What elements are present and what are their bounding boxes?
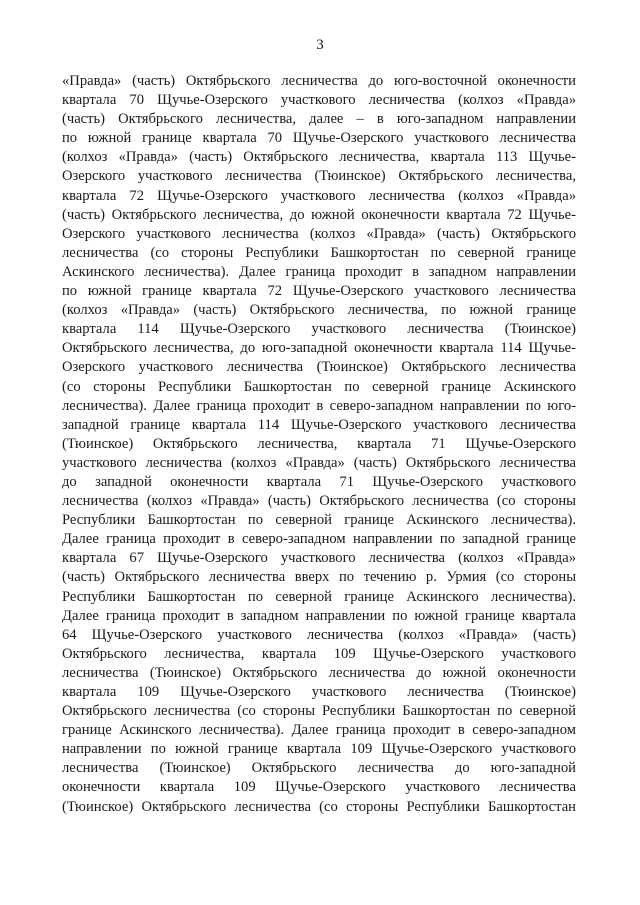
text-line: квартала 109 Щучье-Озерского участкового лесничества (Тюинское) (62, 684, 576, 700)
text-line: (Тюинское) Октябрьского лесничества (со стороны Республики Башкортостан (62, 798, 576, 815)
text-line: Аскинского лесничества). Далее граница проходит в западном направлении (62, 263, 576, 280)
body-text (62, 72, 576, 817)
text-line: (часть) Октябрьского лесничества вверх по течению р. Урмия (со стороны (62, 569, 576, 586)
text-line: Озерского участкового лесничества (Тюинское) Октябрьского лесничества, (62, 168, 576, 185)
text-line: Озерского участкового лесничества (колхоз «Правда» (часть) Октябрьского (62, 225, 576, 242)
text-line: Октябрьского лесничества, до юго-западной оконечности квартала 114 Щучье- (62, 340, 576, 357)
text-line: Республики Башкортостан по северной границе Аскинского лесничества). (62, 588, 576, 605)
text-line: Октябрьского лесничества, квартала 109 Щучье-Озерского участкового (62, 645, 576, 662)
text-line: до западной оконечности квартала 71 Щучье-Озерского участкового (62, 473, 576, 490)
text-line: участкового лесничества (колхоз «Правда» (часть) Октябрьского лесничества (62, 454, 576, 471)
text-line: по южной границе квартала 72 Щучье-Озерского участкового лесничества (62, 283, 576, 300)
text-line: (колхоз «Правда» (часть) Октябрьского лесничества, квартала 113 Щучье- (62, 149, 576, 166)
text-line: лесничества (колхоз «Правда» (часть) Октябрьского лесничества (со стороны (62, 493, 576, 510)
text-line: квартала 72 Щучье-Озерского участкового лесничества (колхоз «Правда» (62, 187, 576, 204)
text-line: границе Аскинского лесничества). Далее граница проходит в северо-западном (62, 722, 576, 739)
text-line: Республики Башкортостан по северной границе Аскинского лесничества). (62, 512, 576, 529)
text-line: Далее граница проходит в западном направлении по южной границе квартала (62, 607, 576, 624)
page-number: 3 (316, 37, 324, 53)
text-line: лесничества (Тюинское) Октябрьского лесничества до юго-западной (62, 760, 576, 777)
text-line: лесничества (со стороны Республики Башкортостан по северной границе (62, 244, 576, 261)
text-line: Далее граница проходит в северо-западном направлении по западной границе (62, 531, 576, 548)
text-line: направлении по южной границе квартала 109 Щучье-Озерского участкового (62, 741, 576, 758)
text-line: (со стороны Республики Башкортостан по северной границе Аскинского (62, 378, 576, 395)
text-line: лесничества (Тюинское) Октябрьского лесничества до южной оконечности (62, 664, 576, 681)
text-line: по южной границе квартала 70 Щучье-Озерского участкового лесничества (62, 130, 576, 147)
text-line: (Тюинское) Октябрьского лесничества, квартала 71 Щучье-Озерского (62, 435, 576, 452)
text-line: (колхоз «Правда» (часть) Октябрьского лесничества, по южной границе (62, 302, 576, 319)
text-line: Озерского участкового лесничества (Тюинское) Октябрьского лесничества (62, 359, 576, 376)
text-line: (часть) Октябрьского лесничества, до южной оконечности квартала 72 Щучье- (62, 206, 576, 223)
text-line: Октябрьского лесничества (со стороны Республики Башкортостан по северной (62, 703, 576, 720)
text-line: оконечности квартала 109 Щучье-Озерского участкового лесничества (62, 779, 576, 796)
text-line: квартала 114 Щучье-Озерского участкового лесничества (Тюинское) (62, 321, 576, 338)
text-line: западной границе квартала 114 Щучье-Озерского участкового лесничества (62, 416, 576, 433)
text-line: квартала 70 Щучье-Озерского участкового лесничества (колхоз «Правда» (62, 92, 576, 109)
text-line: 64 Щучье-Озерского участкового лесничества (колхоз «Правда» (часть) (62, 626, 576, 643)
text-line: (часть) Октябрьского лесничества, далее – в юго-западном направлении (62, 111, 576, 128)
text-line: лесничества). Далее граница проходит в северо-западном направлении по юго- (62, 397, 576, 414)
text-line: квартала 67 Щучье-Озерского участкового лесничества (колхоз «Правда» (62, 550, 576, 567)
text-line: «Правда» (часть) Октябрьского лесничества до юго-восточной оконечности (62, 73, 576, 89)
